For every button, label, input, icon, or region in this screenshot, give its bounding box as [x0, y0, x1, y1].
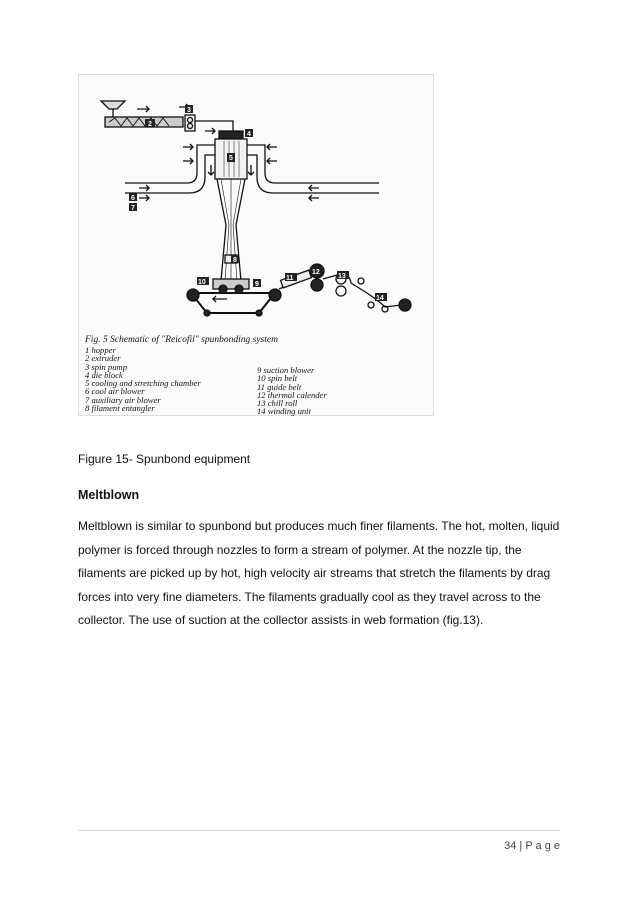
label-9: 9 [255, 281, 259, 288]
legend-item: 1 hopper [85, 345, 116, 355]
legend-item: 9 suction blower [257, 365, 315, 375]
page-number: 34 | P a g e [504, 840, 560, 852]
body-paragraph [78, 518, 560, 636]
legend-item: 7 auxiliary air blower [85, 394, 161, 405]
paragraph-line: polymer is forced through nozzles to form a stream of polymer. At the nozzle tip, the [78, 542, 522, 557]
die-block-shape [219, 131, 243, 139]
label-8: 8 [233, 257, 237, 264]
label-2: 2 [148, 121, 152, 128]
legend-item: 3 spin pump [85, 361, 128, 372]
label-4: 4 [247, 131, 251, 138]
paragraph-line: Meltblown is similar to spunbond but produces much finer filaments. The hot, molten, liquid [78, 519, 560, 533]
label-12: 12 [312, 269, 320, 276]
legend-item: 14 winding unit [257, 406, 311, 417]
label-11: 11 [286, 275, 294, 282]
legend-item: 12 thermal calender [257, 389, 327, 400]
label-14: 14 [376, 295, 384, 302]
label-6: 6 [131, 195, 135, 202]
legend-item: 11 guide belt [257, 381, 302, 392]
paragraph-line: collector. The use of suction at the collector assists in web formation (fig.13). [78, 613, 484, 627]
label-13: 13 [338, 273, 346, 280]
winding-unit-shape [399, 299, 411, 311]
hopper-shape [101, 101, 125, 109]
paragraph-line: forces into very fine diameters. The filaments gradually cool as they travel across to the [78, 589, 541, 604]
legend-item: 4 die block [85, 369, 123, 380]
legend-item: 6 cool air blower [85, 386, 145, 397]
legend-item: 13 chill roll [257, 398, 298, 409]
spunbond-schematic-figure [78, 74, 434, 416]
legend-left [85, 346, 201, 412]
legend-right [257, 366, 327, 416]
spin-belt-shape [191, 293, 275, 313]
footer-divider [78, 830, 560, 831]
legend-item: 8 filament entangler [85, 403, 155, 414]
legend-item: 5 cooling and stretching chamber [85, 378, 201, 389]
label-3: 3 [187, 107, 191, 114]
extruder-shape [105, 117, 183, 127]
section-heading: Meltblown [78, 488, 140, 502]
paragraph-line: filaments are picked up by hot, high velocity air streams that stretch the filaments by drag [78, 566, 551, 580]
label-10: 10 [198, 279, 206, 286]
legend-item: 2 extruder [85, 353, 121, 364]
spunbond-schematic-diagram [79, 75, 433, 335]
figure-caption: Figure 15- Spunbond equipment [78, 452, 251, 466]
figure-title: Fig. 5 Schematic of "Reicofil" spunbonding system [85, 335, 278, 345]
label-5: 5 [229, 155, 233, 162]
label-7: 7 [131, 205, 135, 212]
legend-item: 10 spin belt [257, 373, 298, 384]
